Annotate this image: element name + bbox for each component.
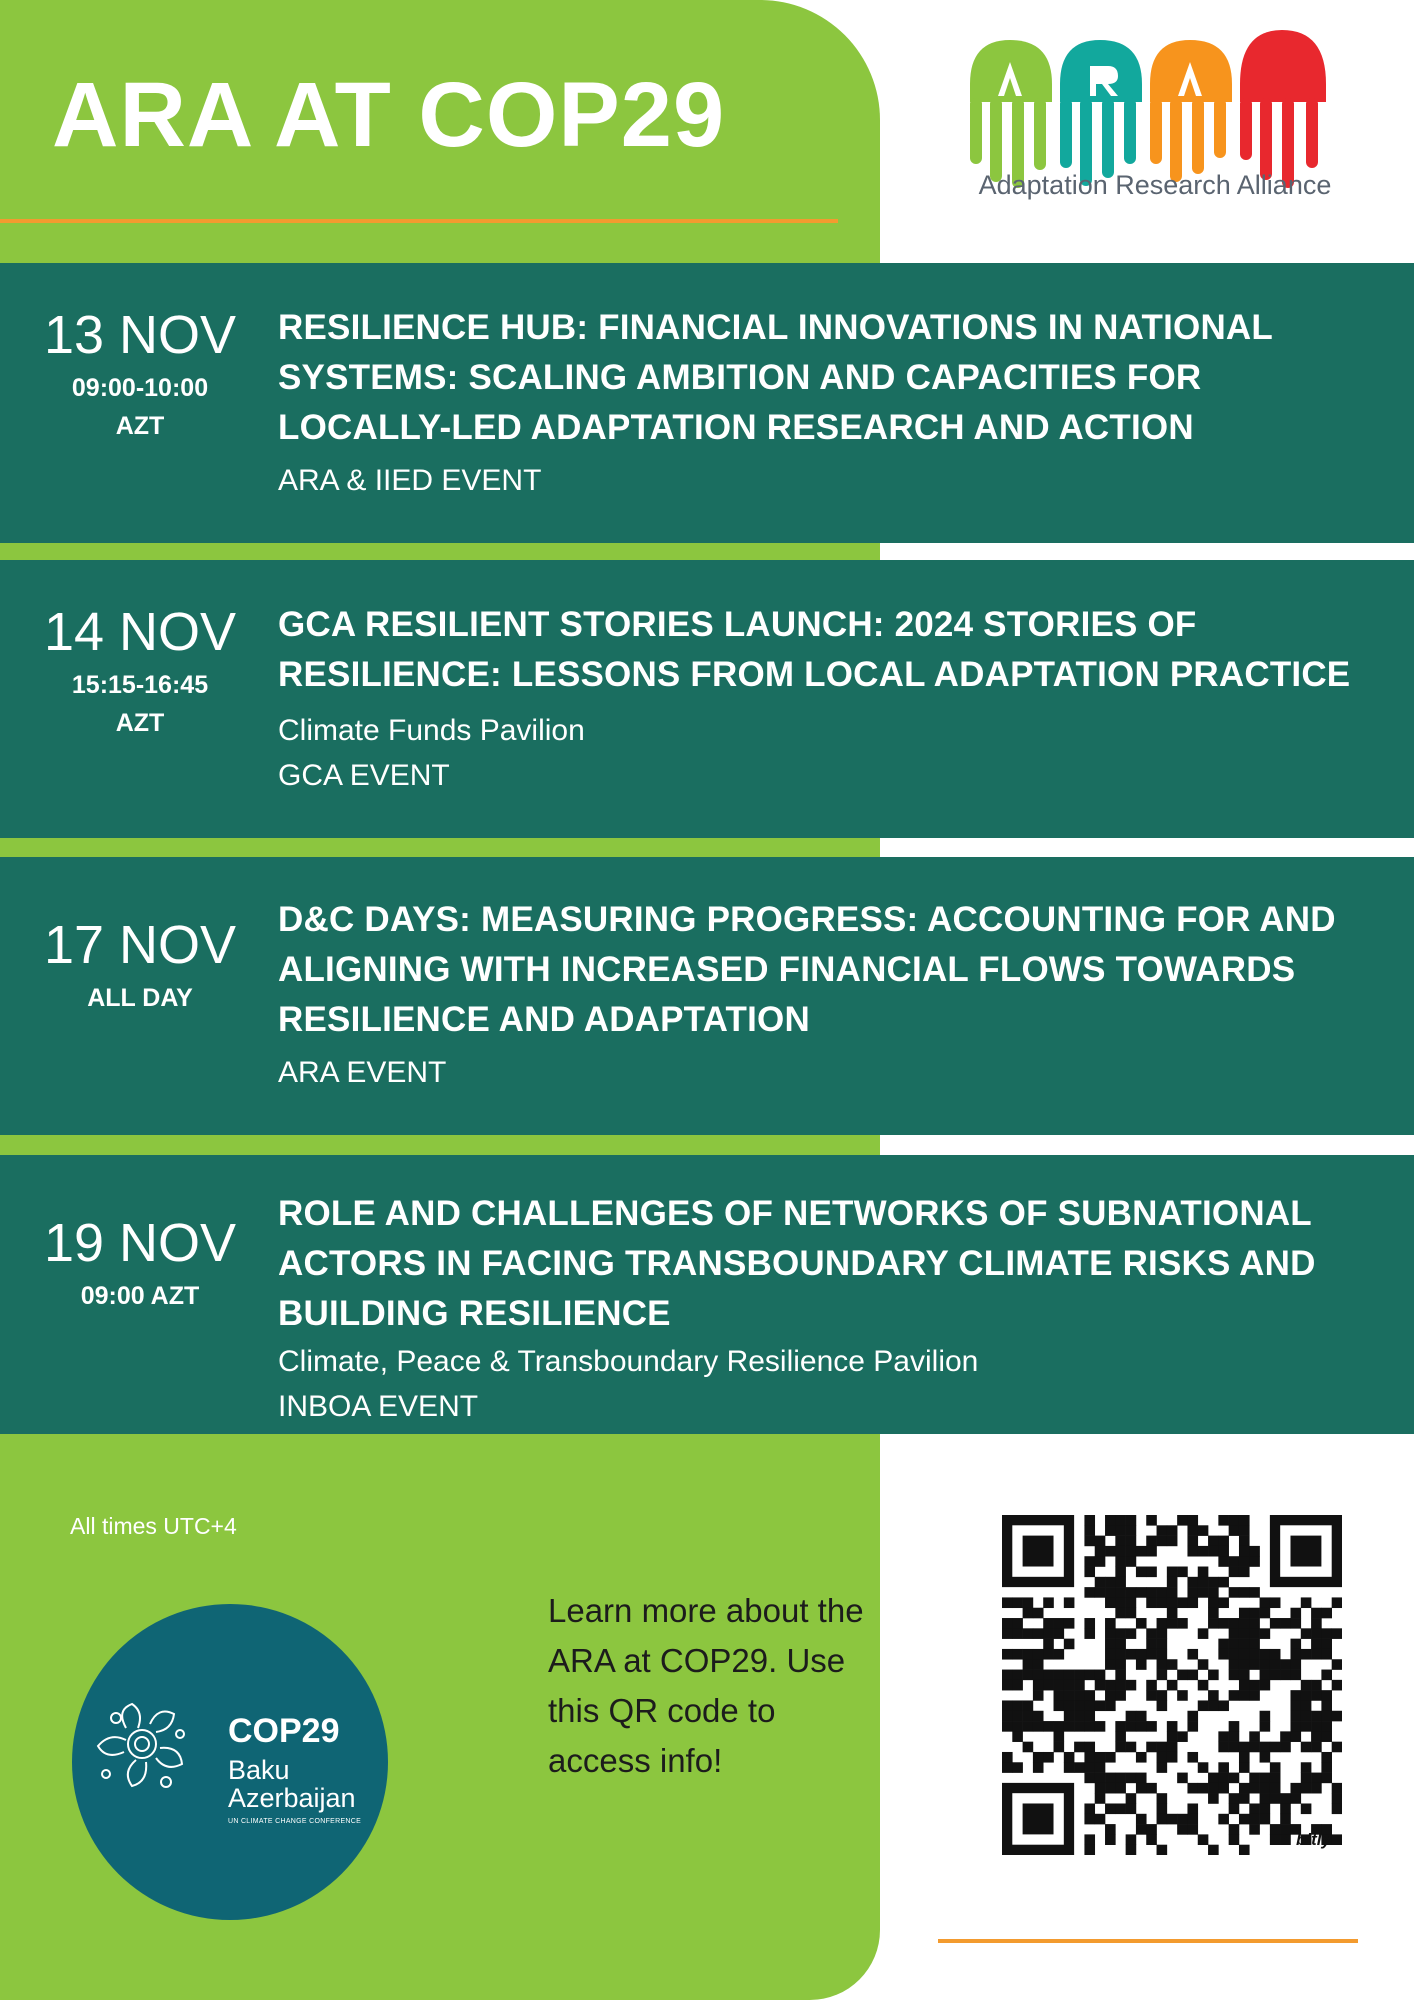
event-body — [278, 303, 1374, 503]
cop29-country: Azerbaijan — [228, 1783, 356, 1813]
learn-more-text: Learn more about the ARA at COP29. Use this QR code to access info! — [548, 1592, 864, 1779]
event-organizer: ARA & IIED EVENT — [278, 464, 542, 497]
cop29-conference: UN CLIMATE CHANGE CONFERENCE — [228, 1818, 362, 1825]
cop29-location — [228, 1756, 356, 1812]
event-date: 19 NOV — [43, 1213, 237, 1273]
footer-divider — [938, 1939, 1358, 1943]
logo-hand-red — [1240, 30, 1326, 188]
logo-hand-green — [970, 40, 1052, 188]
event-date-block — [0, 1213, 280, 1315]
page-title: ARA AT COP29 — [52, 64, 726, 166]
event-title: RESILIENCE HUB: FINANCIAL INNOVATIONS IN NATIONAL SYSTEMS: SCALING AMBITION AND CAPACITIES FOR LOCALLY-LED ADAPTATION RESEARCH AND ACTION — [278, 308, 1273, 447]
event-date-block — [0, 915, 280, 1017]
event-time — [0, 1277, 280, 1315]
event-card-19-nov — [0, 1155, 1414, 1434]
qr-code[interactable] — [1002, 1515, 1342, 1855]
event-date: 13 NOV — [43, 305, 237, 365]
event-time-line: 09:00-10:00 — [71, 374, 209, 402]
event-organizer: INBOA EVENT — [278, 1390, 479, 1423]
cop29-name: COP29 — [228, 1712, 340, 1750]
event-date-block — [0, 305, 280, 445]
event-time — [0, 979, 280, 1017]
event-time — [0, 369, 280, 445]
cop29-emblem-icon — [86, 1690, 198, 1798]
event-body — [278, 600, 1374, 798]
logo-hand-orange — [1150, 40, 1232, 182]
event-organizer: ARA EVENT — [278, 1056, 447, 1089]
event-venue: Climate, Peace & Transboundary Resilience Pavilion — [278, 1345, 979, 1378]
event-body — [278, 1189, 1374, 1429]
event-time-line: AZT — [115, 709, 165, 737]
event-time-line: ALL DAY — [87, 984, 193, 1012]
cop29-logo — [72, 1604, 388, 1920]
event-time — [0, 666, 280, 742]
event-title: ROLE AND CHALLENGES OF NETWORKS OF SUBNATIONAL ACTORS IN FACING TRANSBOUNDARY CLIMATE RISKS AND BUILDING RESILIENCE — [278, 1194, 1316, 1333]
logo-caption: Adaptation Research Alliance — [978, 170, 1332, 200]
event-card-13-nov — [0, 263, 1414, 543]
bitly-label: bitly — [1296, 1830, 1331, 1849]
event-time-line: 09:00 AZT — [80, 1282, 200, 1310]
cop29-city: Baku — [228, 1755, 290, 1785]
event-venue: Climate Funds Pavilion — [278, 714, 585, 747]
event-time-line: 15:15-16:45 — [71, 671, 209, 699]
event-date: 17 NOV — [43, 915, 237, 975]
event-date: 14 NOV — [43, 602, 237, 662]
logo-hand-teal — [1060, 40, 1142, 186]
event-time-line: AZT — [115, 412, 165, 440]
event-title: D&C DAYS: MEASURING PROGRESS: ACCOUNTING FOR AND ALIGNING WITH INCREASED FINANCIAL FLOWS TOWARDS RESILIENCE AND ADAPTATION — [278, 900, 1336, 1039]
event-body — [278, 895, 1374, 1095]
timezone-note: All times UTC+4 — [70, 1513, 237, 1539]
event-date-block — [0, 602, 280, 742]
event-card-17-nov — [0, 857, 1414, 1135]
event-card-14-nov — [0, 560, 1414, 838]
event-organizer: GCA EVENT — [278, 759, 450, 792]
title-divider — [0, 219, 838, 223]
event-title: GCA RESILIENT STORIES LAUNCH: 2024 STORIES OF RESILIENCE: LESSONS FROM LOCAL ADAPTATION PRACTICE — [278, 605, 1351, 694]
